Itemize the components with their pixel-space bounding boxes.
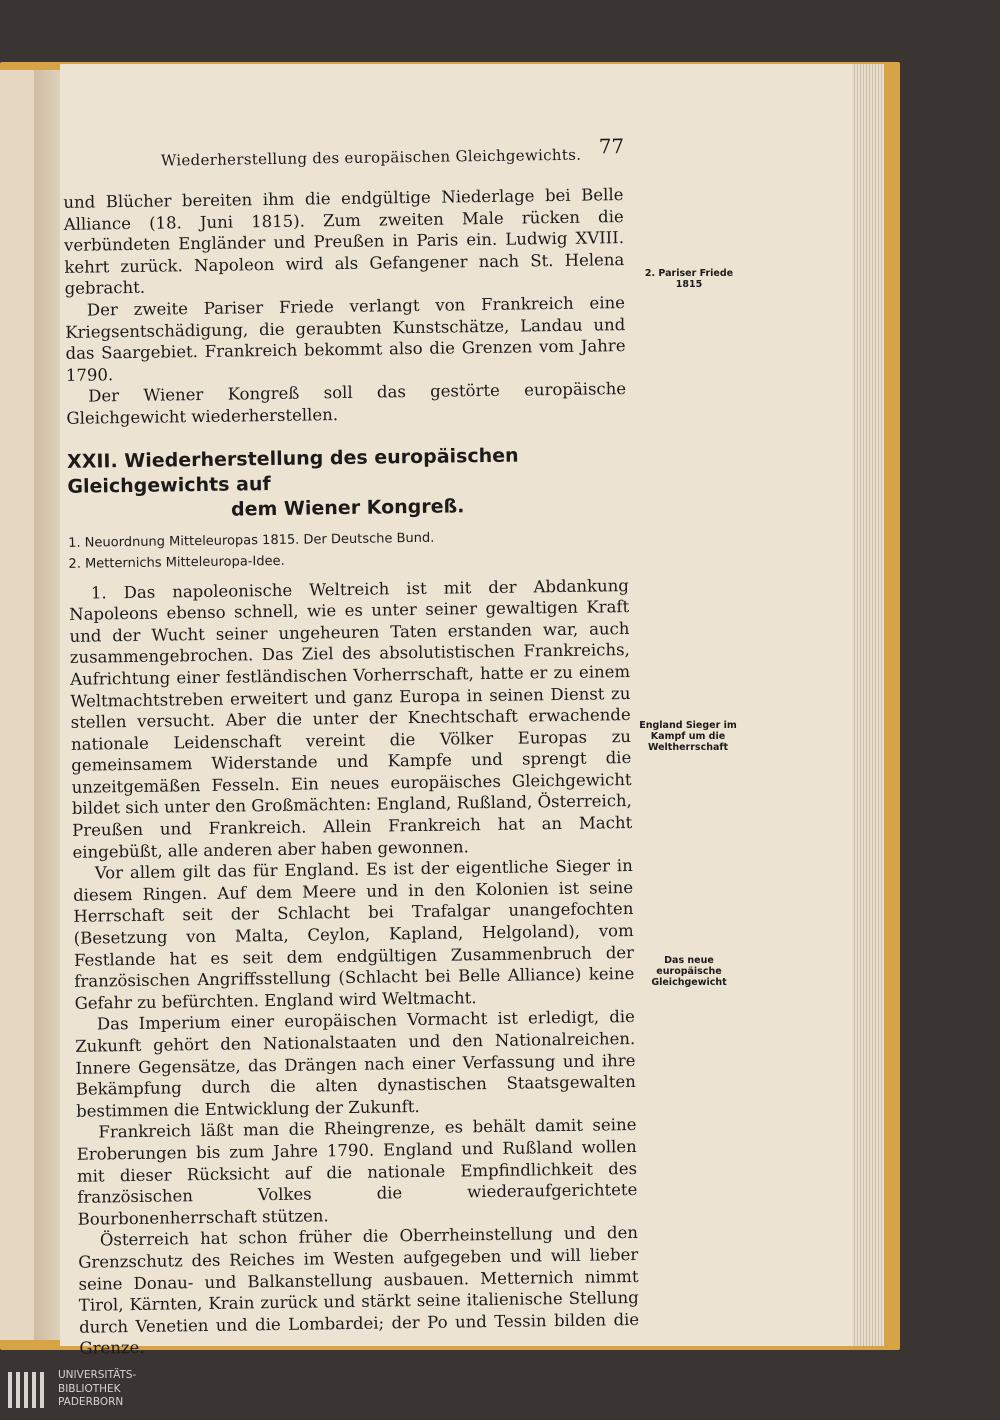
page-edges: [852, 64, 884, 1346]
paragraph: Der zweite Pariser Friede verlangt von Frankreich eine Kriegsentschädigung, die geraubten Kunstschätze, Landau und das Saargebiet. Frankreich bekommt also die Grenzen vom Jahre 1790.: [65, 293, 626, 385]
library-logo-icon: [8, 1372, 50, 1408]
paragraph: Der Wiener Kongreß soll das gestörte europäische Gleichgewicht wiederherstellen.: [66, 379, 627, 428]
logo-line: UNIVERSITÄTS-: [58, 1369, 137, 1381]
paragraph: und Blücher bereiten ihm die endgültige Niederlage bei Belle Alliance (18. Juni 1815). Zum zweiten Male rücken die verbündeten Engländer und Preußen in Paris ein. Ludwig XVIII. kehrt zurück. Napoleon wird als Gefangener nach St. Helena gebracht.: [63, 185, 625, 299]
page-number: 77: [598, 134, 625, 159]
body-top: [63, 184, 626, 429]
marginal-note: 2. Pariser Friede 1815: [644, 268, 734, 290]
paragraph: Das Imperium einer europäischen Vormacht ist erledigt, die Zukunft gehört den Nationalstaaten und den Nationalreichen. Innere Gegensätze, das Drängen nach einer Verfassung und ihre Bekämpfung durch die alten dynastischen Staatsgewalten bestimmen die Entwicklung der Zukunft.: [75, 1007, 636, 1121]
subheading: 1. Neuordnung Mitteleuropas 1815. Der Deutsche Bund.: [68, 530, 435, 551]
page-content: [62, 92, 640, 1359]
logo-line: PADERBORN: [58, 1396, 124, 1408]
main-body: [69, 575, 640, 1360]
marginal-note: England Sieger im Kampf um die Weltherrschaft: [639, 720, 737, 753]
subheading: 2. Metternichs Mitteleuropa-Idee.: [68, 553, 285, 572]
running-head: [62, 92, 625, 170]
paragraph: Vor allem gilt das für England. Es ist der eigentliche Sieger in diesem Ringen. Auf dem Meere und in den Kolonien ist seine Herrschaft seit der Schlacht bei Trafalgar unangefochten (Besetzung von Malta, Ceylon, Kapland, Helgoland), vom Festlande hat es seit dem endgültigen Zusammenbruch der französischen Angriffsstellung (Schlacht bei Belle Alliance) keine Gefahr zu befürchten. England wird Weltmacht.: [72, 856, 635, 1013]
paragraph: 1. Das napoleonische Weltreich ist mit der Abdankung Napoleons ebenso schnell, wie es unter seiner gewaltigen Kraft und der Wucht seiner ungeheuren Taten erstanden war, auch zusammengebrochen. Das Ziel des absolutistischen Frankreichs, Aufrichtung einer festländischen Vorherrschaft, hatte er zu einem Weltmachtstreben erweitert und ganz Europa in seinen Dienst zu stellen versucht. Aber die unter der Knechtschaft erwachende nationale Leidenschaft vereint die Völker Europas zu gemeinsamem Widerstande und Kampfe und sprengt die unzeitgemäßen Fesseln. Ein neues europäisches Gleichgewicht bildet sich unter den Großmächten: England, Rußland, Österreich, Preußen und Frankreich. Allein Frankreich hat an Macht eingebüßt, alle anderen aber haben gewonnen.: [69, 575, 633, 862]
running-head-title: Wiederherstellung des europäischen Gleichgewichts.: [160, 145, 582, 170]
library-logo: [8, 1366, 208, 1414]
paragraph: Frankreich läßt man die Rheingrenze, es behält damit seine Eroberungen bis zum Jahre 1790. England und Rußland wollen mit dieser Rücksicht auf die nationale Empfindlichkeit des französischen Volkes die wiederaufgerichtete Bourbonenherrschaft stützen.: [76, 1115, 638, 1229]
logo-line: BIBLIOTHEK: [58, 1382, 121, 1395]
paragraph: Österreich hat schon früher die Oberrheinstellung und den Grenzschutz des Reiches im Westen aufgegeben und will lieber seine Donau- und Balkanstellung ausbauen. Metternich nimmt Tirol, Kärnten, Krain zurück und stärkt seine italienische Stellung durch Venetien und die Lombardei; der Po und Tessin bilden die Grenze.: [78, 1223, 640, 1359]
chapter-heading-line2: dem Wiener Kongreß.: [230, 494, 465, 521]
chapter-heading: [67, 442, 628, 525]
chapter-heading-line1: XXII. Wiederherstellung des europäischen Gleichgewichts auf: [66, 444, 519, 498]
marginal-note: Das neue europäische Gleichgewicht: [651, 955, 727, 988]
library-logo-text: [58, 1369, 136, 1410]
